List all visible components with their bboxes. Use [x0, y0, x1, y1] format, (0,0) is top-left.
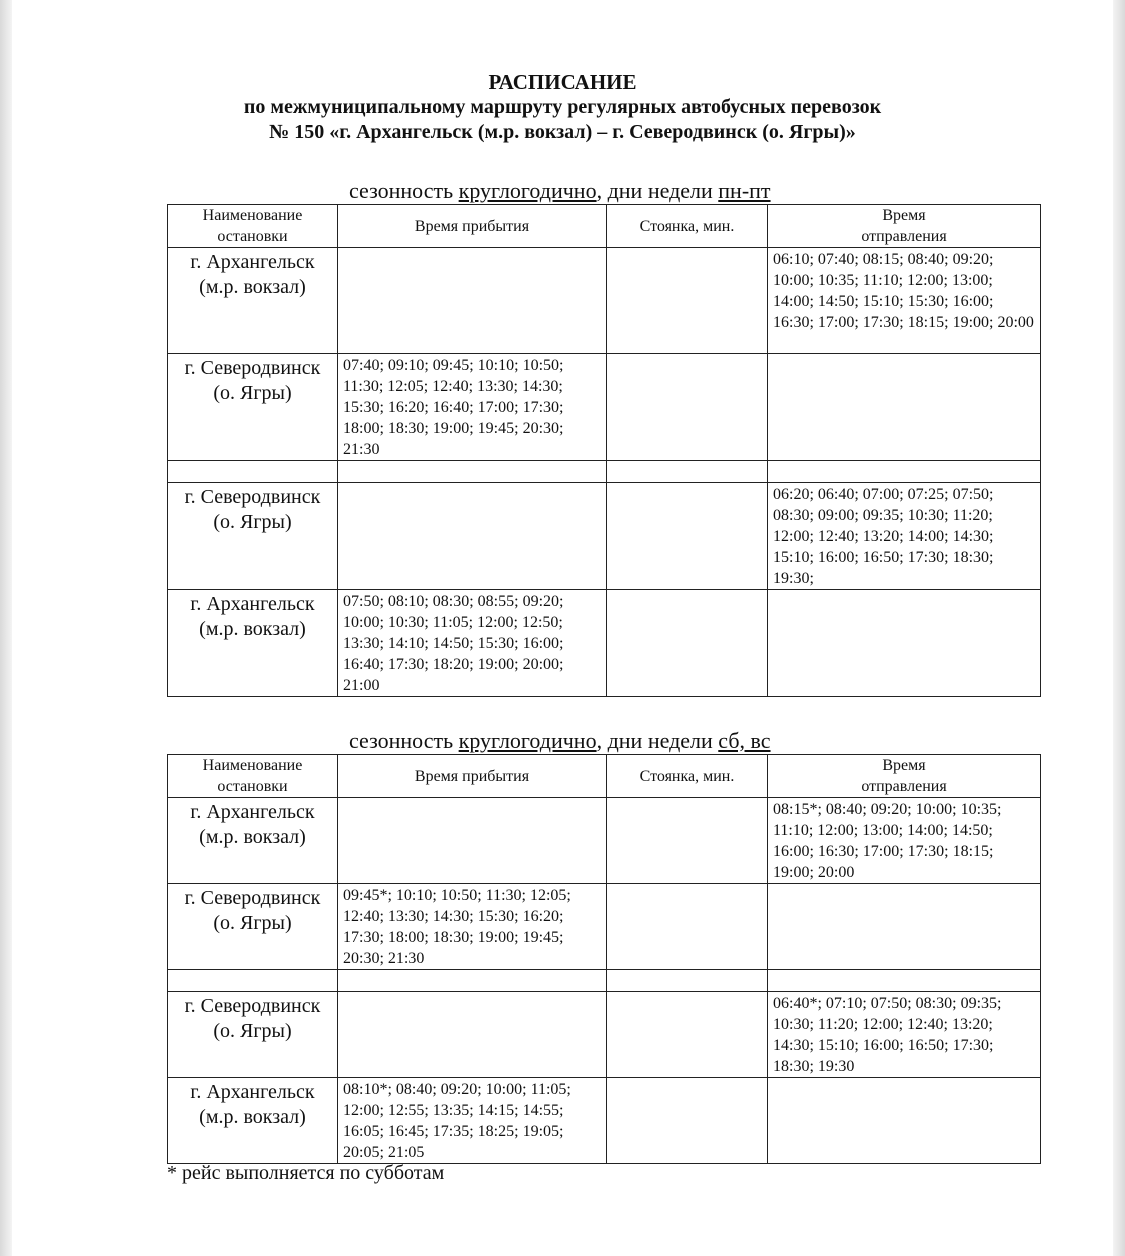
parking-cell: [607, 884, 768, 970]
title-heading: РАСПИСАНИЕ: [488, 70, 637, 94]
arrival-cell: [338, 798, 607, 884]
header-arrival: Время прибытия: [338, 205, 607, 248]
table-row: [168, 590, 1041, 697]
stop-name-cell: г. Северодвинск (о. Ягры): [168, 354, 338, 461]
page-edge-right: [1113, 0, 1125, 1256]
header-parking: Стоянка, мин.: [607, 755, 768, 798]
departure-cell: [768, 354, 1041, 461]
days-prefix: , дни недели: [596, 178, 719, 203]
arrival-cell: 07:40; 09:10; 09:45; 10:10; 10:50; 11:30; 12:05; 12:40; 13:30; 14:30; 15:30; 16:20; 16:40; 17:00; 17:30; 18:00; 18:30; 19:00; 19:45; 20:30; 21:30: [338, 354, 607, 461]
parking-cell: [607, 798, 768, 884]
days-value: пн-пт: [718, 178, 771, 203]
header-departure: Время отправления: [768, 755, 1041, 798]
footnote: * рейс выполняется по субботам: [167, 1162, 445, 1184]
departure-cell: 06:40*; 07:10; 07:50; 08:30; 09:35; 10:30; 11:20; 12:00; 12:40; 13:20; 14:30; 15:10; 16:00; 16:50; 17:30; 18:30; 19:30: [768, 992, 1041, 1078]
table-row: [168, 1078, 1041, 1164]
stop-name-cell: г. Архангельск (м.р. вокзал): [168, 248, 338, 354]
arrival-cell: [338, 248, 607, 354]
arrival-cell: 08:10*; 08:40; 09:20; 10:00; 11:05; 12:00; 12:55; 13:35; 14:15; 14:55; 16:05; 16:45; 17:35; 18:25; 19:05; 20:05; 21:05: [338, 1078, 607, 1164]
weekday-schedule-table: [167, 204, 1041, 697]
document-title: [0, 70, 1125, 145]
stop-name-cell: г. Архангельск (м.р. вокзал): [168, 1078, 338, 1164]
parking-cell: [607, 248, 768, 354]
table-row: [168, 884, 1041, 970]
header-departure: Время отправления: [768, 205, 1041, 248]
table-header-row: [168, 205, 1041, 248]
table-row: [168, 798, 1041, 884]
season-prefix: сезонность: [349, 728, 459, 753]
parking-cell: [607, 590, 768, 697]
weekend-season-line: [349, 729, 771, 753]
departure-cell: 06:10; 07:40; 08:15; 08:40; 09:20; 10:00; 10:35; 11:10; 12:00; 13:00; 14:00; 14:50; 15:10; 15:30; 16:00; 16:30; 17:00; 17:30; 18:15; 19:00; 20:00: [768, 248, 1041, 354]
table-header-row: [168, 755, 1041, 798]
parking-cell: [607, 354, 768, 461]
page-edge-left: [0, 0, 12, 1256]
days-value: сб, вс: [718, 728, 771, 753]
stop-name-cell: г. Северодвинск (о. Ягры): [168, 992, 338, 1078]
departure-cell: [768, 590, 1041, 697]
table-spacer-row: [168, 461, 1041, 483]
parking-cell: [607, 483, 768, 590]
table-spacer-row: [168, 970, 1041, 992]
table-row: [168, 248, 1041, 354]
header-arrival: Время прибытия: [338, 755, 607, 798]
table-row: [168, 992, 1041, 1078]
parking-cell: [607, 992, 768, 1078]
departure-cell: [768, 1078, 1041, 1164]
departure-cell: [768, 884, 1041, 970]
departure-cell: 08:15*; 08:40; 09:20; 10:00; 10:35; 11:10; 12:00; 13:00; 14:00; 14:50; 16:00; 16:30; 17:00; 17:30; 18:15; 19:00; 20:00: [768, 798, 1041, 884]
season-value: круглогодично: [458, 728, 597, 753]
arrival-cell: [338, 992, 607, 1078]
title-route-description: по межмуниципальному маршруту регулярных автобусных перевозок: [243, 96, 882, 118]
header-stop-name: Наименование остановки: [168, 755, 338, 798]
season-value: круглогодично: [458, 178, 597, 203]
season-prefix: сезонность: [349, 178, 459, 203]
parking-cell: [607, 1078, 768, 1164]
stop-name-cell: г. Архангельск (м.р. вокзал): [168, 798, 338, 884]
weekday-season-line: [349, 179, 771, 203]
table-row: [168, 354, 1041, 461]
arrival-cell: 07:50; 08:10; 08:30; 08:55; 09:20; 10:00; 10:30; 11:05; 12:00; 12:50; 13:30; 14:10; 14:50; 15:30; 16:00; 16:40; 17:30; 18:20; 19:00; 20:00; 21:00: [338, 590, 607, 697]
stop-name-cell: г. Архангельск (м.р. вокзал): [168, 590, 338, 697]
stop-name-cell: г. Северодвинск (о. Ягры): [168, 483, 338, 590]
title-route-number: № 150 «г. Архангельск (м.р. вокзал) – г. Северодвинск (о. Ягры)»: [269, 121, 856, 143]
arrival-cell: [338, 483, 607, 590]
days-prefix: , дни недели: [596, 728, 719, 753]
stop-name-cell: г. Северодвинск (о. Ягры): [168, 884, 338, 970]
table-row: [168, 483, 1041, 590]
header-parking: Стоянка, мин.: [607, 205, 768, 248]
arrival-cell: 09:45*; 10:10; 10:50; 11:30; 12:05; 12:40; 13:30; 14:30; 15:30; 16:20; 17:30; 18:00; 18:30; 19:00; 19:45; 20:30; 21:30: [338, 884, 607, 970]
header-stop-name: Наименование остановки: [168, 205, 338, 248]
departure-cell: 06:20; 06:40; 07:00; 07:25; 07:50; 08:30; 09:00; 09:35; 10:30; 11:20; 12:00; 12:40; 13:20; 14:00; 14:30; 15:10; 16:00; 16:50; 17:30; 18:30; 19:30;: [768, 483, 1041, 590]
weekend-schedule-table: [167, 754, 1041, 1164]
